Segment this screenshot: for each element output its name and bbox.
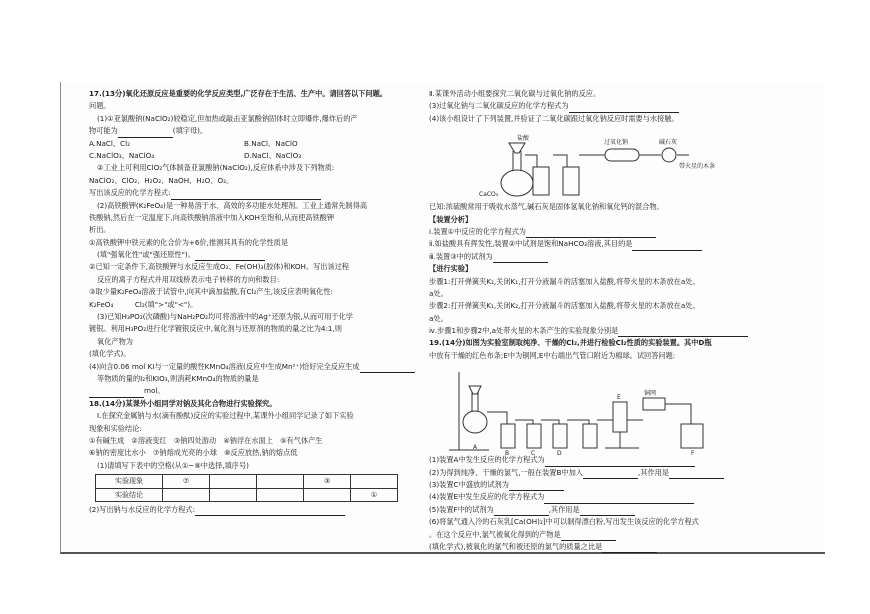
text-line	[429, 226, 809, 238]
option-d: D.NaCl、NaClO₃	[244, 150, 302, 160]
text-span: ,其作用是	[548, 504, 580, 514]
label-c: C	[531, 450, 536, 458]
text-line	[429, 529, 809, 541]
table-cell	[304, 488, 351, 501]
text-line: 等物质的量的I₂和KIO₃,则消耗KMnO₄的物质的量是	[97, 373, 259, 383]
text-span: 写出该反应的化学方程式:	[89, 188, 171, 198]
text-line: a处。	[429, 313, 448, 323]
text-span: (1)装置A中发生反应的化学方程式为	[429, 455, 545, 465]
answer-blank[interactable]	[583, 470, 638, 479]
text-line	[429, 100, 809, 112]
text-line: (1)①亚氯酸钠(NaClO₂)较稳定,但加热或敲击亚氯酸钠固体时立即爆炸,爆炸后的产	[97, 113, 358, 123]
text-line: 问题。	[89, 101, 111, 111]
answer-blank[interactable]	[545, 458, 695, 467]
section-heading: 【装置分析】	[429, 214, 473, 224]
text-span: ⅳ.步骤1和步骤2中,a处带火星的木条产生的实验现象分别是	[429, 326, 619, 336]
q18-title: 18.(14分)某课外小组同学对钠及其化合物进行实验探究。	[89, 398, 277, 408]
text-line	[89, 187, 444, 199]
text-span: 。在这个反应中,氯气被氧化得到的产物是	[429, 529, 561, 539]
text-line: 析出。	[89, 225, 111, 235]
answer-blank[interactable]	[544, 495, 694, 504]
options-row	[89, 150, 444, 162]
label-splint: 带火星的木条	[679, 163, 716, 171]
table-cell	[210, 475, 257, 488]
text-line: 铁酸钠,然后在一定温度下,向高铁酸钠溶液中加入KOH至饱和,从而使高铁酸钾	[89, 212, 335, 222]
option-b: B.NaCl、NaClO	[244, 138, 298, 148]
text-line	[89, 125, 444, 137]
apparatus-drawing	[429, 362, 729, 454]
answer-blank[interactable]	[494, 507, 549, 516]
label-e: E	[617, 394, 621, 402]
observation-table	[95, 474, 398, 502]
text-span: (填"强氧化性"或"强还原性")。	[97, 250, 195, 260]
text-line: (填化学式)。	[89, 349, 131, 359]
text-span: (2)写出钠与水反应的化学方程式:	[89, 504, 196, 514]
text-line: 步骤2:打开弹簧夹K₁,关闭K₂,打开分液漏斗的活塞加入盐酸,将带火星的木条放在a处。	[429, 301, 700, 311]
text-span: (2)为得到纯净、干燥的氯气,一般在装置B中加入	[429, 467, 583, 477]
table-cell: ⑦	[163, 475, 210, 488]
text-line: 反应的离子方程式并用双线桥表示电子转移的方向和数目:	[97, 274, 280, 284]
text-span: ⅱ.如盐酸具有挥发性,装置②中试剂是饱和NaHCO₃溶液,其目的是	[429, 239, 633, 249]
answer-blank[interactable]	[526, 229, 656, 238]
text-line: ②已知一定条件下,高铁酸钾与水反应生成O₂、Fe(OH)₃(胶体)和KOH。写出该过程	[89, 262, 350, 272]
table-cell	[257, 475, 304, 488]
text-span: ⅰ.装置①中反应的化学方程式为	[429, 226, 526, 236]
text-line: 步骤1:打开弹簧夹K₂,关闭K₁,打开分液漏斗的活塞加入盐酸,将带火星的木条放在a处。	[429, 276, 700, 286]
text-span: 物可能为	[89, 126, 118, 136]
text-span: ⅲ.装置③中的试剂为	[429, 251, 493, 261]
answer-blank[interactable]	[195, 252, 265, 261]
text-line	[429, 251, 809, 263]
option-a: A.NaCl、Cl₂	[89, 138, 130, 148]
text-span: (3)过氧化钠与二氧化碳反应的化学方程式为	[429, 101, 569, 111]
table-cell: ①	[351, 488, 398, 501]
text-line	[429, 491, 809, 503]
text-line: ⑥钠的密度比水小 ⑦钠熔成光亮的小球 ⑧反应放热,钠的熔点低	[89, 448, 298, 458]
text-line	[89, 504, 444, 516]
table-header: 实验现象	[96, 475, 163, 488]
answer-blank[interactable]	[669, 470, 724, 479]
label-caco3: CaCO₃	[479, 191, 499, 199]
answer-blank[interactable]	[602, 544, 657, 553]
label-b: B	[505, 450, 510, 458]
text-line: 中放有干燥的红色布条;E中为铜网,E中右端出气管口附近为棉球。试回答问题:	[429, 350, 676, 360]
text-line: Ⅱ.某课外活动小组要探究二氧化碳与过氧化钠的反应。	[429, 89, 601, 98]
table-cell	[163, 488, 210, 501]
answer-blank[interactable]	[493, 254, 548, 263]
apparatus-diagram-2	[429, 362, 809, 458]
text-line	[429, 238, 809, 250]
text-line: 氧化产物为	[97, 336, 133, 346]
label-sodalime: 碱石灰	[659, 139, 678, 147]
table-cell: ③	[304, 475, 351, 488]
label-copper: 铜网	[644, 390, 657, 398]
text-line: ①高铁酸钾中铁元素的化合价为+6价,推测其具有的化学性质是	[89, 237, 289, 247]
label-f: F	[691, 450, 695, 458]
text-line	[89, 385, 444, 397]
answer-blank[interactable]	[118, 129, 173, 138]
text-line: ①有碱生成 ②溶液变红 ③钠四处游动 ④钠浮在水面上 ⑤有气体产生	[89, 435, 323, 445]
text-line: (6)将氯气通入冷的石灰乳[Ca(OH)₂]中可以制得漂白粉,写出发生该反应的化学方程式	[429, 517, 699, 527]
text-line: 已知:浓硫酸常用于吸收水蒸气,碱石灰是固体氢氧化钠和氧化钙的混合物。	[429, 202, 664, 212]
answer-blank[interactable]	[360, 364, 415, 373]
text-line	[429, 504, 809, 516]
text-line	[429, 541, 809, 553]
text-span: (4)装置E中发生反应的化学方程式为	[429, 492, 545, 502]
table-cell	[210, 488, 257, 501]
text-line: ②工业上可利用ClO₂气体制备亚氯酸钠(NaClO₂),反应体系中涉及下列物质:	[97, 163, 335, 173]
text-line: (4)该小组设计了下列装置,并验证了二氧化碳跟过氧化钠反应时需要与水接触。	[429, 113, 679, 123]
text-line: Ⅰ.在探究金属钠与水(滴有酚酞)反应的实验过程中,某课外小组同学记录了如下实验	[97, 411, 354, 421]
apparatus-drawing	[429, 125, 689, 201]
table-header: 实验结论	[96, 488, 163, 501]
table-cell	[351, 475, 398, 488]
label-d: D	[557, 450, 562, 458]
text-line: a处。	[429, 288, 448, 298]
text-line	[89, 361, 444, 373]
text-span: (4)向含0.06 mol KI与一定量的酸性KMnO₄溶液(反应中生成Mn²⁺)恰好完全反应生成	[89, 361, 360, 371]
q19-title: 19.(14分)如图为实验室制取纯净、干燥的Cl₂,并进行检验Cl₂性质的实验装置。其中D瓶	[429, 338, 712, 348]
left-column	[89, 88, 444, 516]
text-span: (3)装置C中盛放的试剂为	[429, 480, 509, 490]
answer-blank[interactable]	[89, 389, 144, 398]
label-a: A	[473, 444, 478, 452]
answer-blank[interactable]	[632, 242, 702, 251]
text-line	[429, 479, 809, 491]
answer-blank[interactable]	[618, 328, 748, 337]
text-line	[429, 467, 809, 479]
option-c: C.NaClO₃、NaClO₄	[89, 150, 155, 160]
text-line: ③取少量K₂FeO₄溶液于试管中,向其中滴加盐酸,有Cl₂产生,该反应表明氧化性:	[89, 287, 333, 297]
text-span: (填字母)。	[172, 126, 208, 136]
section-heading: 【进行实验】	[429, 264, 473, 274]
answer-blank[interactable]	[195, 507, 345, 516]
text-line: (3)已知H₃PO₂(次磷酸)与NaH₂PO₂均可将溶液中的Ag⁺还原为银,从而可用于化学	[97, 312, 353, 322]
table-cell	[257, 488, 304, 501]
text-line: K₂FeO₄ Cl₂(填">"或"<")。	[89, 299, 198, 309]
text-line	[429, 454, 809, 466]
answer-blank[interactable]	[569, 104, 679, 113]
exam-sheet	[60, 82, 825, 554]
answer-blank[interactable]	[580, 507, 635, 516]
answer-blank[interactable]	[561, 532, 616, 541]
answer-blank[interactable]	[509, 482, 564, 491]
apparatus-diagram-1	[429, 125, 809, 201]
text-line	[429, 325, 809, 337]
options-row	[89, 138, 444, 150]
text-line: (1)请填写下表中的空格(从①~⑧中选择,填序号)	[97, 460, 249, 470]
text-line: 镀银。利用H₃PO₂进行化学镀银反应中,氧化剂与还原剂的物质的量之比为4:1,则	[89, 324, 342, 334]
text-line	[89, 249, 444, 261]
right-column	[429, 88, 809, 553]
q17-title: 17.(13分)氧化还原反应是重要的化学反应类型,广泛存在于生活、生产中。请回答以下问题。	[89, 89, 387, 98]
text-span: mol。	[144, 386, 165, 396]
text-span: ,其作用是	[637, 467, 670, 477]
text-span: (5)装置F中的试剂为	[429, 504, 494, 514]
text-line: NaClO₂、ClO₂、H₂O₂、NaOH、H₂O、O₂。	[89, 175, 234, 185]
label-acid: 盐酸	[517, 135, 530, 143]
text-span: (填化学式),被氧化的氯气和被还原的氯气的质量之比是	[429, 541, 603, 551]
text-line: 现象和实验结论:	[89, 423, 142, 433]
text-line: (2)高铁酸钾(K₂FeO₄)是一种易溶于水、高效的多功能水处理剂。工业上通常先制得高	[97, 200, 368, 210]
answer-blank[interactable]	[171, 191, 321, 200]
label-peroxide: 过氧化钠	[604, 139, 629, 147]
